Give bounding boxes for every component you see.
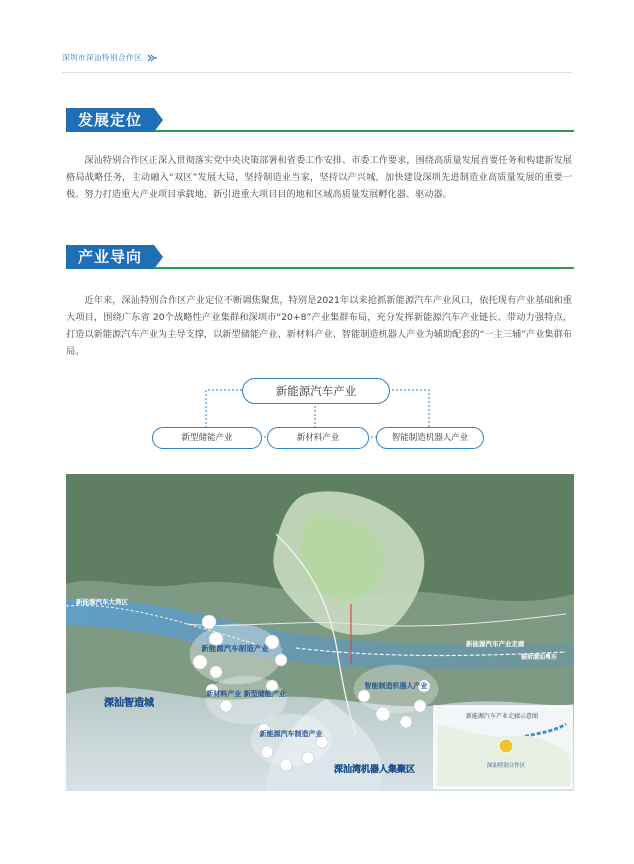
zone-label-smart: 智能制造机器人产业 <box>364 682 428 690</box>
map-canvas <box>66 474 574 791</box>
section-title: 发展定位 <box>66 108 154 132</box>
sub-industry-new-materials: 新材料产业 <box>267 427 369 449</box>
double-chevron-right-icon <box>147 53 157 63</box>
section-rule <box>154 130 574 132</box>
zone-label-smart-city: 深汕智造城 <box>104 698 154 709</box>
zone-label-robot: 深汕湾机器人集聚区 <box>334 765 416 775</box>
section-paragraph-industry: 近年来，深汕特别合作区产业定位不断调焦聚焦，特别是2021年以来抢抓新能源汽车产业风口，依托现有产业基础和重大项目，围绕广东省 20个战略性产业集群和深圳市“20+8”产业集群布局，充分发挥新能源汽车产业链长、带动力强特点，打造以新能源汽车产业为主导支撑，以新型储能产业、新材料产业、智能制造机器人产业为辅助配套的“一主三辅”产业集群布局。 <box>66 295 572 357</box>
sub-industry-robotics: 智能制造机器人产业 <box>376 427 484 449</box>
zone-label-nev: 新能源汽车制造产业 <box>201 644 269 653</box>
section-title: 产业导向 <box>66 245 154 269</box>
inset-title: 新能源汽车产业走廊示意图 <box>465 713 539 720</box>
zone-label-materials: 新材料产业 新型储能产业 <box>206 690 286 698</box>
zone-label-nev2: 新能源汽车制造产业 <box>259 730 323 738</box>
running-header <box>62 52 157 63</box>
inset-marker <box>499 739 513 753</box>
industry-layout-map <box>66 474 574 791</box>
corridor-label-right: 新能源汽车产业走廊 <box>466 640 525 648</box>
section-heading-positioning <box>66 108 574 132</box>
main-industry-pill: 新能源汽车产业 <box>242 378 390 404</box>
section-paragraph-positioning: 深汕特别合作区正深入贯彻落实党中央决策部署和省委工作安排、市委工作要求，围绕高质量发展首要任务和构建新发展格局战略任务，主动融入“双区”发展大局，坚持制造业当家，坚持以产兴城，加快建设深圳先进制造业高质量发展的重要一极。努力打造重大产业项目承载地、新引进重大项目目的地和区域高质量发展孵化器、驱动器。 <box>66 155 572 200</box>
industry-structure-diagram <box>150 378 484 450</box>
inset-label: 深汕特别合作区 <box>486 763 526 769</box>
corridor-label-end: 辐射潮汕粤东 <box>521 654 558 661</box>
sub-industry-energy-storage: 新型储能产业 <box>152 427 262 449</box>
corridor-label-bay: 新能源汽车大湾区 <box>76 598 128 606</box>
section-rule <box>154 267 574 269</box>
inset-map <box>434 706 572 788</box>
running-title: 深圳市深汕特别合作区 <box>62 53 142 62</box>
section-heading-industry <box>66 245 574 269</box>
nev-zone-boundary <box>190 624 282 684</box>
header-divider <box>62 72 572 73</box>
